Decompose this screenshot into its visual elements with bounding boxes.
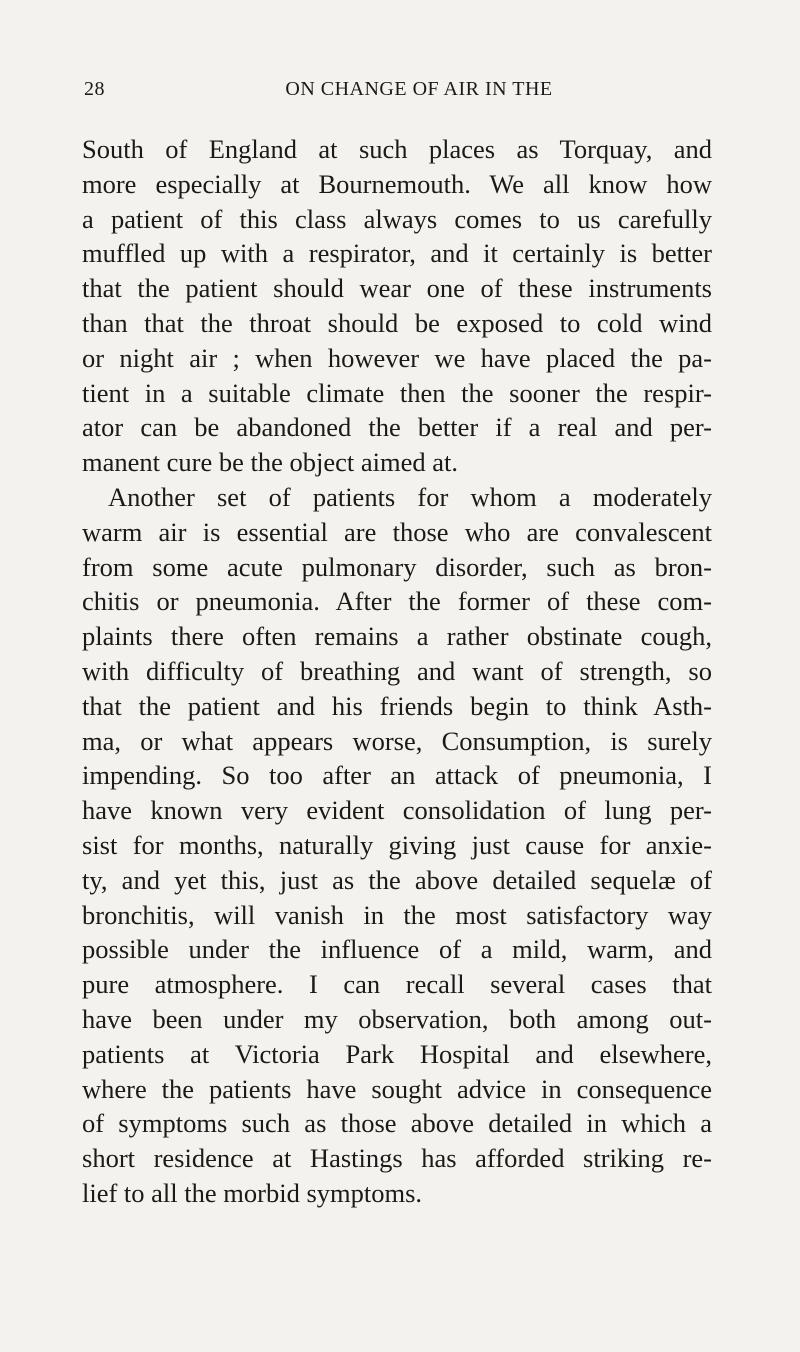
text-line: bronchitis, will vanish in the most satisfactory way: [82, 899, 712, 930]
text-line: ator can be abandoned the better if a real and per-: [82, 412, 712, 443]
text-line: that the patient should wear one of these instruments: [82, 273, 712, 304]
text-line: or night air ; when however we have placed the pa-: [82, 342, 712, 373]
running-head-title: ON CHANGE OF AIR IN THE: [285, 78, 553, 100]
paragraph-start-line: Another set of patients for whom a moderately: [108, 481, 712, 512]
text-line: muffled up with a respirator, and it certainly is better: [82, 238, 712, 269]
text-line: patients at Victoria Park Hospital and elsewhere,: [82, 1038, 712, 1069]
text-line: sist for months, naturally giving just cause for anxie-: [82, 829, 712, 860]
text-line: more especially at Bournemouth. We all know how: [82, 168, 712, 199]
text-line: from some acute pulmonary disorder, such as bron-: [82, 551, 712, 582]
text-line: a patient of this class always comes to us carefully: [82, 203, 712, 234]
text-line: possible under the influence of a mild, warm, and: [82, 934, 712, 965]
text-line: that the patient and his friends begin to think Asth-: [82, 690, 712, 721]
text-line: have been under my observation, both among out-: [82, 1003, 712, 1034]
text-line: plaints there often remains a rather obstinate cough,: [82, 621, 712, 652]
body-text: [82, 132, 712, 1211]
text-line: ma, or what appears worse, Consumption, is surely: [82, 725, 712, 756]
text-line: South of England at such places as Torquay, and: [82, 134, 712, 164]
paragraph-end-line: lief to all the morbid symptoms.: [82, 1177, 423, 1208]
text-line: where the patients have sought advice in consequence: [82, 1073, 712, 1104]
paragraph-end-line: manent cure be the object aimed at.: [82, 447, 458, 478]
page-number: 28: [84, 78, 105, 100]
text-line: impending. So too after an attack of pneumonia, I: [82, 760, 712, 791]
text-line: ty, and yet this, just as the above detailed sequelæ of: [82, 864, 712, 895]
text-line: than that the throat should be exposed to cold wind: [82, 307, 712, 338]
text-line: short residence at Hastings has afforded striking re-: [82, 1143, 712, 1174]
text-line: tient in a suitable climate then the sooner the respir-: [82, 377, 712, 408]
text-line: have known very evident consolidation of lung per-: [82, 795, 712, 826]
text-line: pure atmosphere. I can recall several cases that: [82, 969, 712, 1000]
text-line: warm air is essential are those who are convalescent: [82, 516, 712, 547]
text-line: with difficulty of breathing and want of strength, so: [82, 655, 712, 686]
running-head: [84, 78, 714, 102]
text-line: chitis or pneumonia. After the former of these com-: [82, 586, 712, 617]
text-line: of symptoms such as those above detailed in which a: [82, 1108, 712, 1139]
